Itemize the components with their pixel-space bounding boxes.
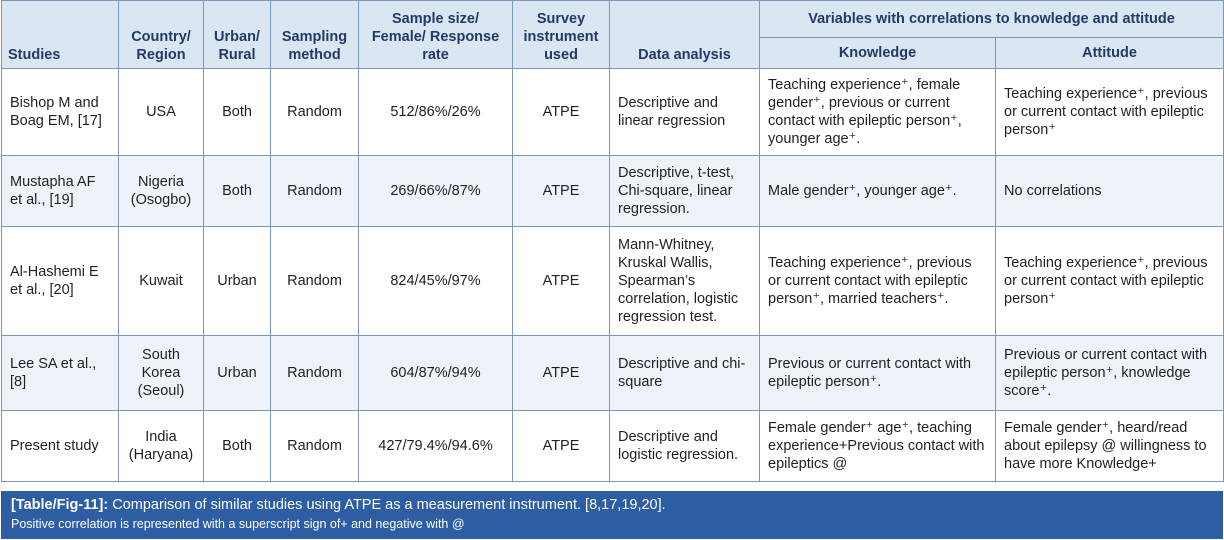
cell-country: Kuwait bbox=[119, 227, 204, 336]
header-survey-instrument: Survey instrument used bbox=[513, 1, 610, 69]
table-body bbox=[2, 69, 1224, 482]
cell-study: Bishop M and Boag EM, [17] bbox=[2, 69, 119, 156]
table-row bbox=[2, 411, 1224, 482]
cell-urban: Both bbox=[204, 69, 271, 156]
cell-instrument: ATPE bbox=[513, 336, 610, 411]
header-sampling-method: Sampling method bbox=[271, 1, 359, 69]
table-row bbox=[2, 227, 1224, 336]
cell-knowledge: Female gender⁺ age⁺, teaching experience+Previous contact with epileptics @ bbox=[760, 411, 996, 482]
cell-knowledge: Teaching experience⁺, female gender⁺, previous or current contact with epileptic person⁺, younger age⁺. bbox=[760, 69, 996, 156]
cell-sampling: Random bbox=[271, 69, 359, 156]
table-row bbox=[2, 69, 1224, 156]
cell-sampling: Random bbox=[271, 156, 359, 227]
cell-country: South Korea (Seoul) bbox=[119, 336, 204, 411]
cell-urban: Urban bbox=[204, 336, 271, 411]
cell-country: India (Haryana) bbox=[119, 411, 204, 482]
cell-instrument: ATPE bbox=[513, 156, 610, 227]
cell-study: Lee SA et al., [8] bbox=[2, 336, 119, 411]
cell-country: USA bbox=[119, 69, 204, 156]
cell-instrument: ATPE bbox=[513, 411, 610, 482]
cell-analysis: Descriptive and chi-square bbox=[610, 336, 760, 411]
table-row bbox=[2, 156, 1224, 227]
table-caption bbox=[1, 491, 1223, 539]
header-country: Country/ Region bbox=[119, 1, 204, 69]
header-sample-size: Sample size/ Female/ Response rate bbox=[359, 1, 513, 69]
cell-attitude: Female gender⁺, heard/read about epilepsy @ willingness to have more Knowledge+ bbox=[996, 411, 1224, 482]
cell-analysis: Descriptive and linear regression bbox=[610, 69, 760, 156]
cell-sampling: Random bbox=[271, 336, 359, 411]
cell-country: Nigeria (Osogbo) bbox=[119, 156, 204, 227]
cell-urban: Both bbox=[204, 411, 271, 482]
cell-sample: 824/45%/97% bbox=[359, 227, 513, 336]
cell-sample: 512/86%/26% bbox=[359, 69, 513, 156]
cell-urban: Urban bbox=[204, 227, 271, 336]
header-knowledge: Knowledge bbox=[760, 38, 996, 69]
cell-study: Present study bbox=[2, 411, 119, 482]
header-data-analysis: Data analysis bbox=[610, 1, 760, 69]
cell-analysis: Descriptive and logistic regression. bbox=[610, 411, 760, 482]
header-attitude: Attitude bbox=[996, 38, 1224, 69]
cell-attitude: No correlations bbox=[996, 156, 1224, 227]
cell-knowledge: Previous or current contact with epileptic person⁺. bbox=[760, 336, 996, 411]
cell-knowledge: Male gender⁺, younger age⁺. bbox=[760, 156, 996, 227]
header-studies: Studies bbox=[2, 1, 119, 69]
cell-knowledge: Teaching experience⁺, previous or current contact with epileptic person⁺, married teachers⁺. bbox=[760, 227, 996, 336]
cell-sample: 269/66%/87% bbox=[359, 156, 513, 227]
cell-attitude: Teaching experience⁺, previous or current contact with epileptic person⁺ bbox=[996, 227, 1224, 336]
header-urban-rural: Urban/ Rural bbox=[204, 1, 271, 69]
cell-study: Mustapha AF et al., [19] bbox=[2, 156, 119, 227]
cell-analysis: Descriptive, t-test, Chi-square, linear regression. bbox=[610, 156, 760, 227]
caption-note: Positive correlation is represented with a superscript sign of+ and negative with @ bbox=[11, 517, 465, 531]
cell-study: Al-Hashemi E et al., [20] bbox=[2, 227, 119, 336]
caption-line bbox=[11, 496, 1213, 515]
cell-sampling: Random bbox=[271, 227, 359, 336]
cell-sample: 604/87%/94% bbox=[359, 336, 513, 411]
cell-sampling: Random bbox=[271, 411, 359, 482]
cell-attitude: Teaching experience⁺, previous or current contact with epileptic person⁺ bbox=[996, 69, 1224, 156]
cell-sample: 427/79.4%/94.6% bbox=[359, 411, 513, 482]
cell-urban: Both bbox=[204, 156, 271, 227]
comparison-table bbox=[1, 0, 1224, 482]
caption-label: [Table/Fig-11]: bbox=[11, 497, 109, 513]
table-row bbox=[2, 336, 1224, 411]
cell-instrument: ATPE bbox=[513, 69, 610, 156]
cell-attitude: Previous or current contact with epileptic person⁺, knowledge score⁺. bbox=[996, 336, 1224, 411]
cell-analysis: Mann-Whitney, Kruskal Wallis, Spearman’s correlation, logistic regression test. bbox=[610, 227, 760, 336]
caption-text: Comparison of similar studies using ATPE as a measurement instrument. [8,17,19,20]. bbox=[112, 497, 666, 513]
table-header bbox=[2, 1, 1224, 69]
cell-instrument: ATPE bbox=[513, 227, 610, 336]
header-variables: Variables with correlations to knowledge and attitude bbox=[760, 1, 1224, 38]
